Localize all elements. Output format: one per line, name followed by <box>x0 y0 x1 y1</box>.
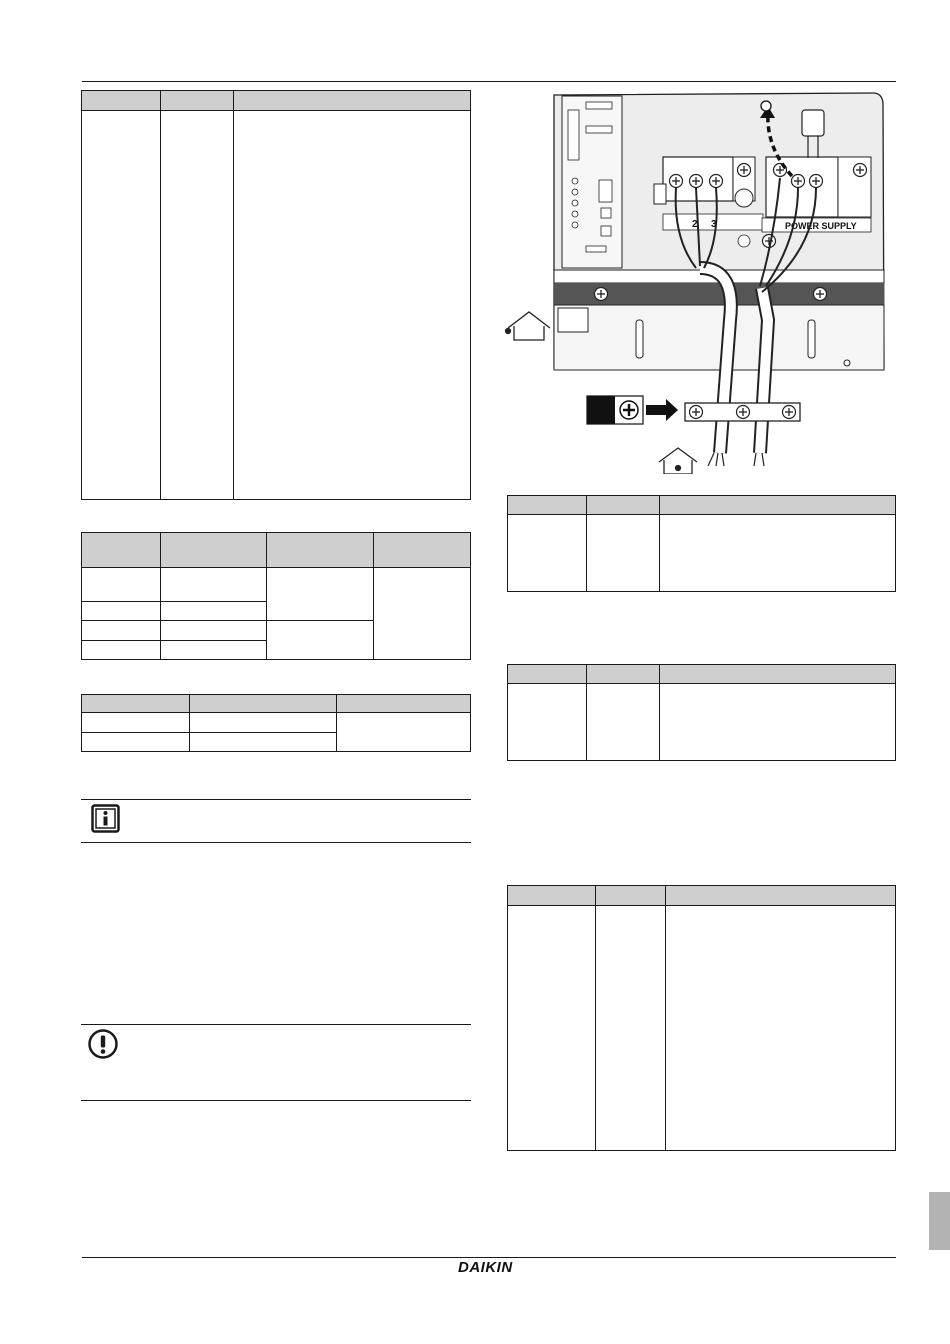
table-cell <box>508 684 587 761</box>
table-cell <box>82 568 161 602</box>
table-header-cell <box>587 665 660 684</box>
table-cell <box>234 111 471 500</box>
table-cell <box>267 568 374 621</box>
left-table-3 <box>81 694 471 752</box>
table-cell <box>190 733 337 752</box>
notice-bottom-rule <box>81 842 471 843</box>
table-cell <box>666 906 896 1151</box>
table-cell <box>508 515 587 592</box>
arrow-icon <box>646 399 678 421</box>
table-cell <box>161 568 267 602</box>
house-icon <box>659 448 697 474</box>
table-cell <box>190 713 337 733</box>
table-cell <box>82 641 161 660</box>
right-table-1 <box>507 495 896 592</box>
table-cell <box>82 713 190 733</box>
table-header-cell <box>82 695 190 713</box>
left-table-1 <box>81 90 471 500</box>
table-header-cell <box>508 496 587 515</box>
table-cell <box>660 515 896 592</box>
table-cell <box>161 602 267 621</box>
table-header-cell <box>508 886 596 906</box>
table-cell <box>508 906 596 1151</box>
brand-logo <box>458 1259 528 1279</box>
table-header-cell <box>587 496 660 515</box>
info-icon <box>91 804 120 833</box>
table-header-cell <box>267 533 374 568</box>
section-tab-marker <box>929 1192 950 1250</box>
table-header-cell <box>374 533 471 568</box>
table-header-cell <box>660 496 896 515</box>
header-rule <box>82 81 896 82</box>
table-cell <box>82 111 161 500</box>
table-header-cell <box>82 91 161 111</box>
table-header-cell <box>666 886 896 906</box>
table-header-cell <box>161 533 267 568</box>
table-cell <box>82 733 190 752</box>
table-cell <box>587 515 660 592</box>
warning-top-rule <box>81 1024 471 1025</box>
table-header-cell <box>161 91 234 111</box>
terminal-label: 2 <box>692 219 698 230</box>
table-header-cell <box>190 695 337 713</box>
table-cell <box>161 641 267 660</box>
wiring-diagram <box>498 88 894 474</box>
footer-rule <box>82 1257 896 1258</box>
brand-name: DAIKIN <box>458 1259 513 1276</box>
table-cell <box>596 906 666 1151</box>
terminal-label: 3 <box>711 219 717 230</box>
table-cell <box>374 568 471 660</box>
table-cell <box>82 621 161 641</box>
table-cell <box>660 684 896 761</box>
notice-top-rule <box>81 799 471 800</box>
table-header-cell <box>508 665 587 684</box>
table-header-cell <box>234 91 471 111</box>
left-table-2 <box>81 532 471 660</box>
table-header-cell <box>660 665 896 684</box>
table-cell <box>82 602 161 621</box>
table-header-cell <box>337 695 471 713</box>
warning-bottom-rule <box>81 1100 471 1101</box>
right-table-2 <box>507 664 896 761</box>
screw-icon <box>620 401 638 419</box>
right-table-3 <box>507 885 896 1151</box>
table-header-cell <box>596 886 666 906</box>
table-header-cell <box>82 533 161 568</box>
table-cell <box>267 621 374 660</box>
power-supply-label: POWER SUPPLY <box>785 221 857 231</box>
house-icon <box>506 312 551 340</box>
table-cell <box>587 684 660 761</box>
table-cell <box>337 713 471 752</box>
table-cell <box>161 621 267 641</box>
warning-icon <box>88 1029 118 1059</box>
table-cell <box>161 111 234 500</box>
